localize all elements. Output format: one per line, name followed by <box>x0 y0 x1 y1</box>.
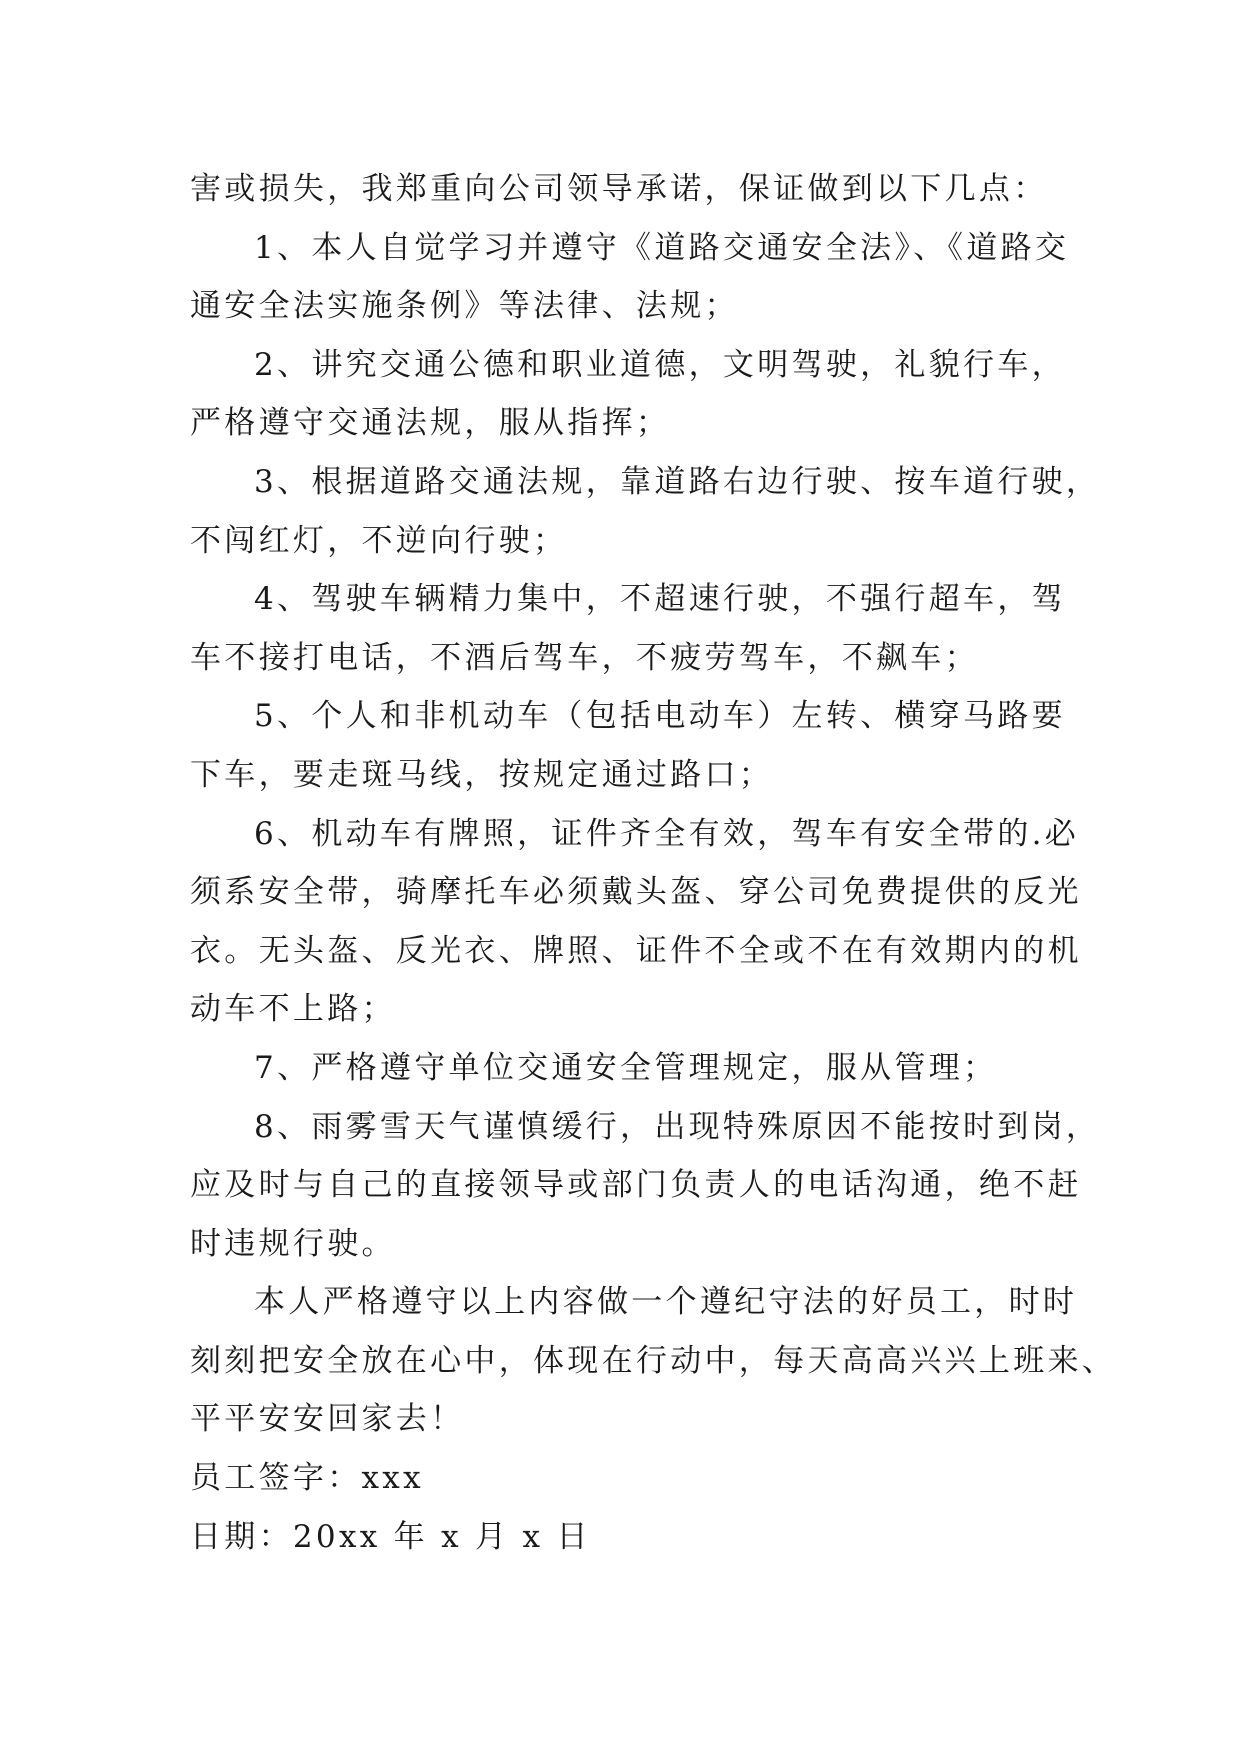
text-line: 害或损失，我郑重向公司领导承诺，保证做到以下几点： <box>190 171 1048 207</box>
text-line: 动车不上路； <box>190 991 396 1028</box>
text-line: 4、驾驶车辆精力集中，不超速行驶，不强行超车，驾 <box>254 581 1066 618</box>
text-line: 2、讲究交通公德和职业道德，文明驾驶，礼貌行车， <box>254 346 1066 383</box>
document-body <box>190 160 1117 1566</box>
text-line: 严格遵守交通法规，服从指挥； <box>190 405 671 442</box>
text-line: 须系安全带，骑摩托车必须戴头盔、穿公司免费提供的反光 <box>190 874 1082 911</box>
text-line: 6、机动车有牌照，证件齐全有效，驾车有安全带的.必 <box>254 815 1080 852</box>
signature-line: 员工签字：xxx <box>190 1460 424 1497</box>
date-line: 日期：20xx 年 x 月 x 日 <box>190 1518 591 1555</box>
text-line: 8、雨雾雪天气谨慎缓行，出现特殊原因不能按时到岗， <box>254 1108 1101 1145</box>
text-line: 下车，要走斑马线，按规定通过路口； <box>190 756 774 793</box>
text-line: 不闯红灯，不逆向行驶； <box>190 522 568 559</box>
text-line: 3、根据道路交通法规，靠道路右边行驶、按车道行驶， <box>254 463 1101 500</box>
text-line: 本人严格遵守以上内容做一个遵纪守法的好员工，时时 <box>254 1284 1078 1321</box>
text-line: 应及时与自己的直接领导或部门负责人的电话沟通，绝不赶 <box>190 1167 1082 1204</box>
text-line: 7、严格遵守单位交通安全管理规定，服从管理； <box>254 1049 998 1086</box>
text-line: 5、个人和非机动车（包括电动车）左转、横穿马路要 <box>254 698 1066 735</box>
text-line: 刻刻把安全放在心中，体现在行动中，每天高高兴兴上班来、 <box>190 1342 1117 1379</box>
text-line: 1、本人自觉学习并遵守《道路交通安全法》、《道路交 <box>254 229 1070 266</box>
text-line: 车不接打电话，不酒后驾车，不疲劳驾车，不飙车； <box>190 639 979 676</box>
text-line: 时违规行驶。 <box>190 1225 396 1262</box>
text-line: 衣。无头盔、反光衣、牌照、证件不全或不在有效期内的机 <box>190 932 1082 969</box>
text-line: 平平安安回家去！ <box>190 1401 465 1438</box>
text-line: 通安全法实施条例》等法律、法规； <box>190 288 739 325</box>
